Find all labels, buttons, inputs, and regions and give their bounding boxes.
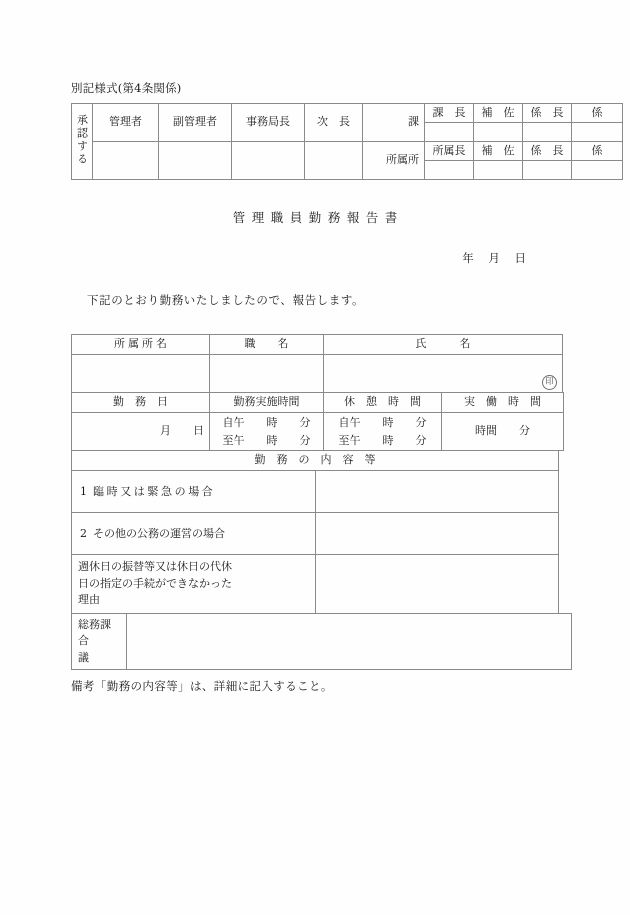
approval-post-label-kakaricho: 係 長 [530, 105, 564, 119]
approval-sign-cell-hosa-2[interactable] [474, 161, 523, 180]
approval-post-label-hosa: 補 佐 [481, 105, 515, 119]
content-item-value-2[interactable] [315, 513, 559, 555]
approval-sign-cell-kacho[interactable] [425, 123, 474, 142]
header-jitsudojikan [442, 393, 564, 413]
header-shimei-text: 氏 名 [415, 337, 471, 351]
header-kinmujisshijikan-text: 勤務実施時間 [233, 395, 300, 409]
content-item-text-2: その他の公務の運営の場合 [93, 526, 225, 540]
content-header [72, 451, 559, 471]
approval-cell-kanrisha[interactable] [93, 104, 159, 142]
approval-sign-cell-kakaricho-2[interactable] [523, 161, 572, 180]
approval-sign-cell-kakari[interactable] [572, 123, 623, 142]
approval-group-label-shozokusho-text: 所属所 [386, 153, 419, 167]
content-item-label-2 [72, 513, 316, 555]
field-kyukeijikan[interactable] [324, 413, 442, 451]
content-item-text-1: 臨時又は緊急の場合 [93, 484, 216, 498]
approval-sign-cell-hosa[interactable] [474, 123, 523, 142]
header-kyukeijikan [324, 393, 442, 413]
approval-label-jimukyokucho: 事務局長 [246, 115, 290, 129]
approval-side-label [72, 104, 93, 180]
approval-post-label-hosa-2: 補 佐 [481, 143, 515, 157]
approval-post-header-kakari-2 [572, 142, 623, 161]
field-kinmujisshijikan[interactable] [210, 413, 324, 451]
header-shozokushomei-text: 所属所名 [114, 337, 170, 351]
content-item-label-1 [72, 471, 316, 513]
field-kinmubi-text: 月 日 [160, 424, 204, 438]
content-reason-line-3: 理由 [78, 593, 100, 606]
soumu-value[interactable] [127, 613, 572, 670]
approval-post-label-kakari-2: 係 [591, 143, 603, 157]
soumu-label-line-1: 総務課 [78, 617, 111, 631]
approval-sign-cell-jicho-2[interactable] [305, 142, 363, 180]
seal-icon: 印 [542, 375, 557, 390]
approval-sign-cell-fukukanrisha-2[interactable] [159, 142, 232, 180]
approval-cell-jicho[interactable] [305, 104, 363, 142]
field-shokumei[interactable] [210, 355, 324, 393]
header-kyukeijikan-text: 休 憩 時 間 [344, 395, 421, 409]
field-kinmubi[interactable] [72, 413, 210, 451]
content-header-row [72, 451, 559, 471]
form-number: 別記様式(第4条関係) [71, 81, 182, 95]
content-item-value-1[interactable] [315, 471, 559, 513]
content-item-number-2: 2 [80, 526, 87, 540]
approval-cell-fukukanrisha[interactable] [159, 104, 232, 142]
content-reason-label [72, 555, 316, 614]
content-item-row-2 [72, 513, 559, 555]
approval-label-fukukanrisha: 副管理者 [173, 115, 217, 129]
soumu-label-line-2: 合 議 [78, 634, 108, 664]
approval-post-label-kakari: 係 [591, 105, 603, 119]
header-kinmujisshijikan [210, 393, 324, 413]
time-value-row [72, 413, 564, 451]
field-kinmu-from: 自午 時 分 [222, 416, 311, 430]
content-header-text: 勤 務 の 内 容 等 [254, 453, 376, 467]
approval-label-kanrisha: 管理者 [109, 115, 142, 129]
header-shokumei-text: 職 名 [244, 337, 289, 351]
document-title: 管理職員勤務報告書 [232, 210, 404, 225]
soumu-table [71, 613, 572, 671]
approval-group-label-ka [363, 104, 425, 142]
date-line[interactable]: 年 月 日 [462, 251, 526, 265]
worktime-table [71, 392, 564, 451]
approval-post-header-kacho [425, 104, 474, 123]
approval-label-jicho: 次 長 [317, 115, 350, 129]
approval-side-label-text: 承認する [75, 113, 89, 166]
content-table [71, 450, 559, 614]
report-table [71, 334, 563, 393]
approval-group-label-shozokusho [363, 142, 425, 180]
approval-sign-cell-kakaricho[interactable] [523, 123, 572, 142]
header-kinmubi-text: 勤 務 日 [113, 395, 168, 409]
approval-post-label-shozokucho: 所属長 [432, 143, 466, 157]
header-jitsudojikan-text: 実 働 時 間 [464, 395, 541, 409]
field-shimei[interactable] [324, 355, 563, 393]
approval-header-row-2 [72, 142, 623, 161]
field-kinmu-to: 至午 時 分 [222, 433, 311, 447]
approval-sign-cell-shozokucho[interactable] [425, 161, 474, 180]
approval-post-label-kacho: 課 長 [432, 105, 466, 119]
content-item-row-1 [72, 471, 559, 513]
approval-group-label-ka-text: 課 [408, 115, 419, 129]
approval-post-header-hosa-2 [474, 142, 523, 161]
approval-post-label-kakaricho-2: 係 長 [530, 143, 564, 157]
approval-sign-cell-kakari-2[interactable] [572, 161, 623, 180]
header-kinmubi [72, 393, 210, 413]
content-reason-row [72, 555, 559, 614]
field-shozokushomei[interactable] [72, 355, 210, 393]
field-kyukei-to: 至午 時 分 [338, 433, 427, 447]
approval-post-header-kakari [572, 104, 623, 123]
header-shimei [324, 335, 563, 355]
content-item-number-1: 1 [80, 484, 87, 498]
approval-post-header-kakaricho [523, 104, 572, 123]
soumu-label [72, 613, 127, 670]
approval-header-row-1 [72, 104, 623, 123]
header-shokumei [210, 335, 324, 355]
content-reason-line-1: 週休日の振替等又は休日の代休 [78, 560, 232, 573]
soumu-row [72, 613, 572, 670]
lead-sentence: 下記のとおり勤務いたしましたので、報告します。 [87, 293, 365, 307]
approval-post-header-shozokucho [425, 142, 474, 161]
field-jitsudojikan-text: 時間 分 [475, 424, 530, 438]
person-header-row [72, 335, 563, 355]
footer-note: 備考「勤務の内容等」は、詳細に記入すること。 [71, 679, 333, 693]
field-jitsudojikan[interactable] [442, 413, 564, 451]
approval-table [71, 103, 623, 180]
field-kyukei-from: 自午 時 分 [338, 416, 427, 430]
approval-sign-cell-jimukyokucho-2[interactable] [232, 142, 305, 180]
content-reason-value[interactable] [315, 555, 559, 614]
content-reason-line-2: 日の指定の手続ができなかった [78, 576, 232, 590]
approval-post-header-kakaricho-2 [523, 142, 572, 161]
approval-post-header-hosa [474, 104, 523, 123]
time-header-row [72, 393, 564, 413]
header-shozokushomei [72, 335, 210, 355]
form-sheet [71, 80, 603, 694]
approval-sign-cell-kanrisha-2[interactable] [93, 142, 159, 180]
person-value-row [72, 355, 563, 393]
approval-cell-jimukyokucho[interactable] [232, 104, 305, 142]
